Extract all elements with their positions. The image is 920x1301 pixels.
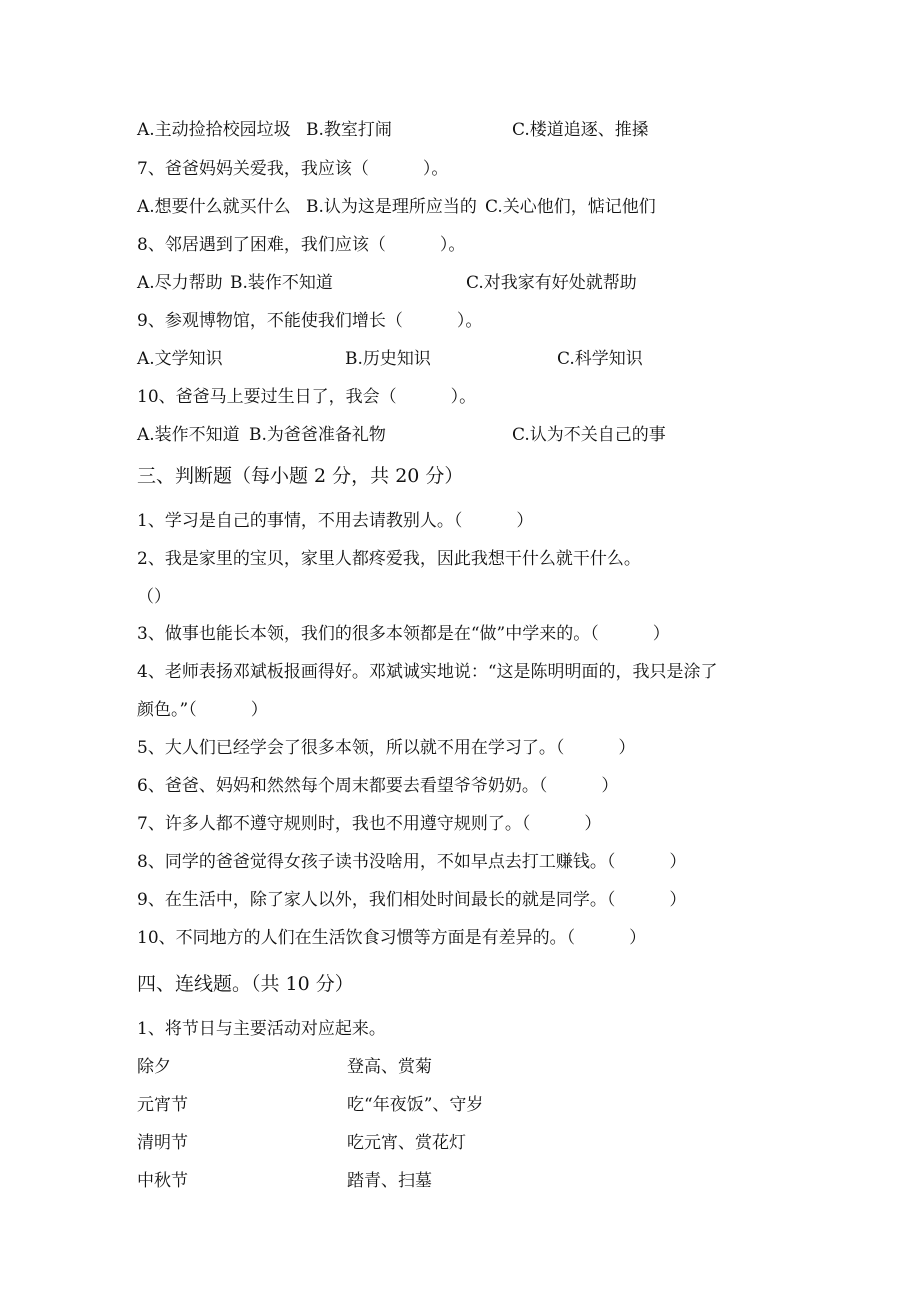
judgement-item: 8、同学的爸爸觉得女孩子读书没啥用，不如早点去打工赚钱。（ ） — [137, 852, 687, 872]
q9-option-b: B.历史知识 — [345, 349, 431, 369]
q7-option-b: B.认为这是理所应当的 — [306, 197, 477, 217]
judgement-item: 2、我是家里的宝贝，家里人都疼爱我，因此我想干什么就干什么。 — [137, 549, 641, 569]
judgement-item: 5、大人们已经学会了很多本领，所以就不用在学习了。（ ） — [137, 738, 636, 758]
activity-item: 吃“年夜饭”、守岁 — [347, 1095, 484, 1115]
q8-option-a: A.尽力帮助 — [137, 273, 223, 293]
q10-option-b: B.为爸爸准备礼物 — [249, 425, 386, 445]
judgement-item: 颜色。”（ ） — [137, 700, 268, 720]
q7-text: 7、爸爸妈妈关爱我，我应该（ ）。 — [137, 159, 449, 179]
judgement-item: 9、在生活中，除了家人以外，我们相处时间最长的就是同学。（ ） — [137, 890, 687, 910]
q7-option-a: A.想要什么就买什么 — [137, 197, 291, 217]
judgement-item: 7、许多人都不遵守规则时，我也不用遵守规则了。（ ） — [137, 814, 602, 834]
festival-item: 元宵节 — [137, 1095, 188, 1115]
q8-option-c: C.对我家有好处就帮助 — [466, 273, 637, 293]
section-4-title: 四、连线题。（共 10 分） — [137, 973, 354, 995]
judgement-item: （） — [137, 587, 171, 607]
judgement-item: 4、老师表扬邓斌板报画得好。邓斌诚实地说：“这是陈明明面的，我只是涂了 — [137, 662, 718, 682]
q6-option-b: B.教室打闹 — [306, 120, 392, 140]
activity-item: 踏青、扫墓 — [347, 1171, 432, 1191]
judgement-item: 10、不同地方的人们在生活饮食习惯等方面是有差异的。（ ） — [137, 928, 647, 948]
q6-option-c: C.楼道追逐、推搡 — [512, 120, 649, 140]
activity-item: 吃元宵、赏花灯 — [347, 1133, 466, 1153]
festival-item: 清明节 — [137, 1133, 188, 1153]
q10-option-c: C.认为不关自己的事 — [512, 425, 666, 445]
q9-option-c: C.科学知识 — [557, 349, 643, 369]
judgement-item: 6、爸爸、妈妈和然然每个周末都要去看望爷爷奶奶。（ ） — [137, 776, 619, 796]
festival-item: 除夕 — [137, 1057, 171, 1077]
judgement-item: 1、学习是自己的事情，不用去请教别人。（ ） — [137, 511, 534, 531]
activity-item: 登高、赏菊 — [347, 1057, 432, 1077]
section-3-title: 三、判断题（每小题 2 分，共 20 分） — [137, 465, 464, 487]
q9-option-a: A.文学知识 — [137, 349, 223, 369]
q7-option-c: C.关心他们，惦记他们 — [485, 197, 656, 217]
q8-text: 8、邻居遇到了困难，我们应该（ ）。 — [137, 235, 466, 255]
q6-option-a: A.主动捡拾校园垃圾 — [137, 120, 291, 140]
q9-text: 9、参观博物馆，不能使我们增长（ ）。 — [137, 311, 483, 331]
judgement-item: 3、做事也能长本领，我们的很多本领都是在“做”中学来的。（ ） — [137, 624, 670, 644]
q10-option-a: A.装作不知道 — [137, 425, 240, 445]
festival-item: 中秋节 — [137, 1171, 188, 1191]
q10-text: 10、爸爸马上要过生日了，我会（ ）。 — [137, 387, 477, 407]
q8-option-b: B.装作不知道 — [230, 273, 333, 293]
matching-instruction: 1、将节日与主要活动对应起来。 — [137, 1019, 386, 1039]
